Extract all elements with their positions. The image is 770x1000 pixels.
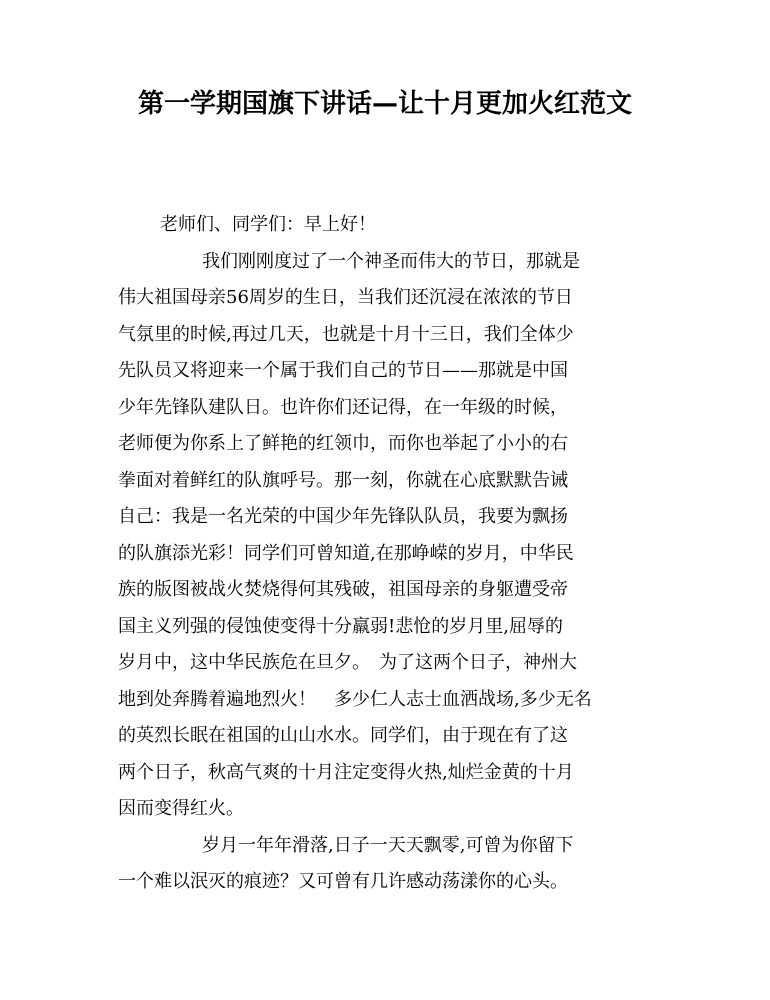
paragraph-line: 地到处奔腾着遍地烈火！ 多少仁人志士血洒战场,多少无名 bbox=[118, 688, 592, 710]
paragraph-line: 气氛里的时候,再过几天，也就是十月十三日，我们全体少 bbox=[118, 323, 574, 345]
paragraph-line: 少年先锋队建队日。也许你们还记得，在一年级的时候， bbox=[118, 396, 568, 418]
paragraph-line: 国主义列强的侵蚀使变得十分羸弱!悲怆的岁月里,屈辱的 bbox=[118, 615, 563, 637]
paragraph-line: 一个难以泯灭的痕迹？又可曾有几许感动荡漾你的心头。 bbox=[118, 871, 568, 892]
paragraph-line: 族的版图被战火焚烧得何其残破，祖国母亲的身躯遭受帝 bbox=[118, 579, 568, 600]
paragraph-line: 拳面对着鲜红的队旗呼号。那一刻，你就在心底默默告诫 bbox=[118, 469, 568, 491]
greeting-line: 老师们、同学们：早上好！ bbox=[160, 214, 376, 235]
paragraph-line: 伟大祖国母亲56周岁的生日，当我们还沉浸在浓浓的节日 bbox=[118, 287, 573, 308]
document-body bbox=[118, 207, 658, 901]
paragraph-line: 因而变得红火。 bbox=[118, 798, 244, 819]
paragraph-line: 我们刚刚度过了一个神圣而伟大的节日，那就是 bbox=[202, 250, 580, 272]
document-title: 第一学期国旗下讲话—让十月更加火红范文 bbox=[137, 89, 632, 119]
paragraph-line: 先队员又将迎来一个属于我们自己的节日——那就是中国 bbox=[118, 360, 568, 381]
paragraph-line: 老师便为你系上了鲜艳的红领巾，而你也举起了小小的右 bbox=[118, 433, 568, 454]
paragraph-line: 岁月一年年滑落,日子一天天飘零,可曾为你留下 bbox=[202, 834, 574, 856]
paragraph-line: 岁月中，这中华民族危在旦夕。 为了这两个日子，神州大 bbox=[118, 652, 577, 673]
paragraph-line: 自己：我是一名光荣的中国少年先锋队队员，我要为飘扬 bbox=[118, 506, 568, 527]
paragraph-line: 两个日子，秋高气爽的十月注定变得火热,灿烂金黄的十月 bbox=[118, 761, 574, 783]
paragraph-line: 的队旗添光彩！同学们可曾知道,在那峥嵘的岁月，中华民 bbox=[118, 542, 574, 564]
paragraph-line: 的英烈长眠在祖国的山山水水。同学们，由于现在有了这 bbox=[118, 725, 568, 746]
